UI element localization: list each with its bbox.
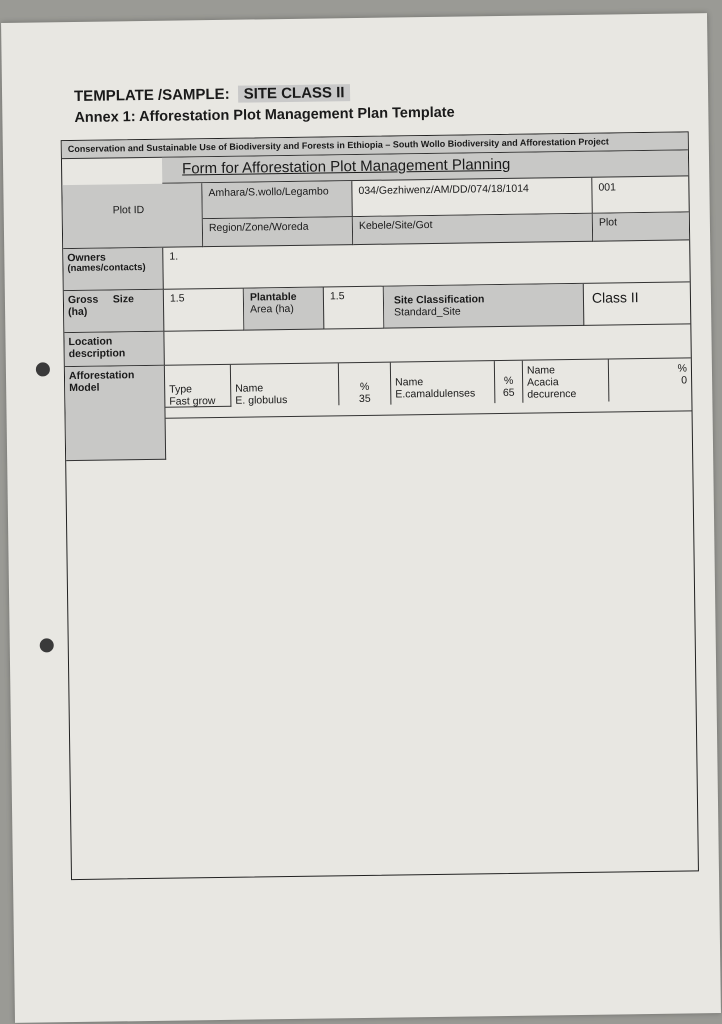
region-caption: Region/Zone/Woreda [203, 217, 353, 247]
gross-size-label: Gross Size (ha) [64, 290, 165, 333]
model-pct2: % 65 [495, 361, 524, 403]
model-name2: Name E.camaldulenses [391, 361, 496, 404]
model-grid [165, 358, 692, 459]
model-name1: Name E. globulus [231, 363, 340, 407]
kebele-caption: Kebele/Site/Got [353, 214, 593, 245]
site-classification-label: Site Classification Standard_Site [384, 284, 585, 329]
model-pct1: % 35 [339, 363, 392, 406]
owners-value: 1. [163, 240, 690, 289]
site-class-heading: SITE CLASS II [238, 84, 351, 103]
annex-title: Annex 1: Afforestation Plot Management Plan Template [74, 104, 455, 126]
model-name3: Name Acacia decurence [523, 360, 610, 403]
form-table [61, 131, 699, 880]
model-pct3: % 0 [677, 362, 688, 387]
project-title: Conservation and Sustainable Use of Biodiversity and Forests in Ethiopia – South Wollo Biodiversity and Afforestation Project [62, 132, 688, 159]
region-value: Amhara/S.wollo/Legambo [202, 181, 352, 219]
kebele-value: 034/Gezhiwenz/AM/DD/074/18/1014 [352, 178, 592, 217]
plantable-label: Plantable Area (ha) [244, 287, 325, 330]
template-heading: TEMPLATE /SAMPLE: SITE CLASS II [74, 84, 351, 105]
owners-label: Owners (names/contacts) [63, 248, 164, 291]
plot-id-label: Plot ID [62, 183, 203, 249]
plantable-value: 1.5 [324, 287, 385, 330]
gross-size-value: 1.5 [164, 289, 245, 332]
model-lower-rows [166, 410, 693, 459]
form-title: Form for Afforestation Plot Management Planning [162, 150, 688, 183]
document-page [1, 13, 721, 1023]
site-class-value: Class II [584, 282, 691, 325]
punch-hole [36, 362, 50, 376]
punch-hole [40, 638, 54, 652]
plot-number: 001 [592, 176, 688, 213]
model-type-header: Type Fast grow [165, 365, 232, 408]
afforestation-model-label: Afforestation Model [65, 366, 166, 461]
plot-caption: Plot [593, 212, 689, 241]
location-label: Location description [64, 332, 164, 367]
